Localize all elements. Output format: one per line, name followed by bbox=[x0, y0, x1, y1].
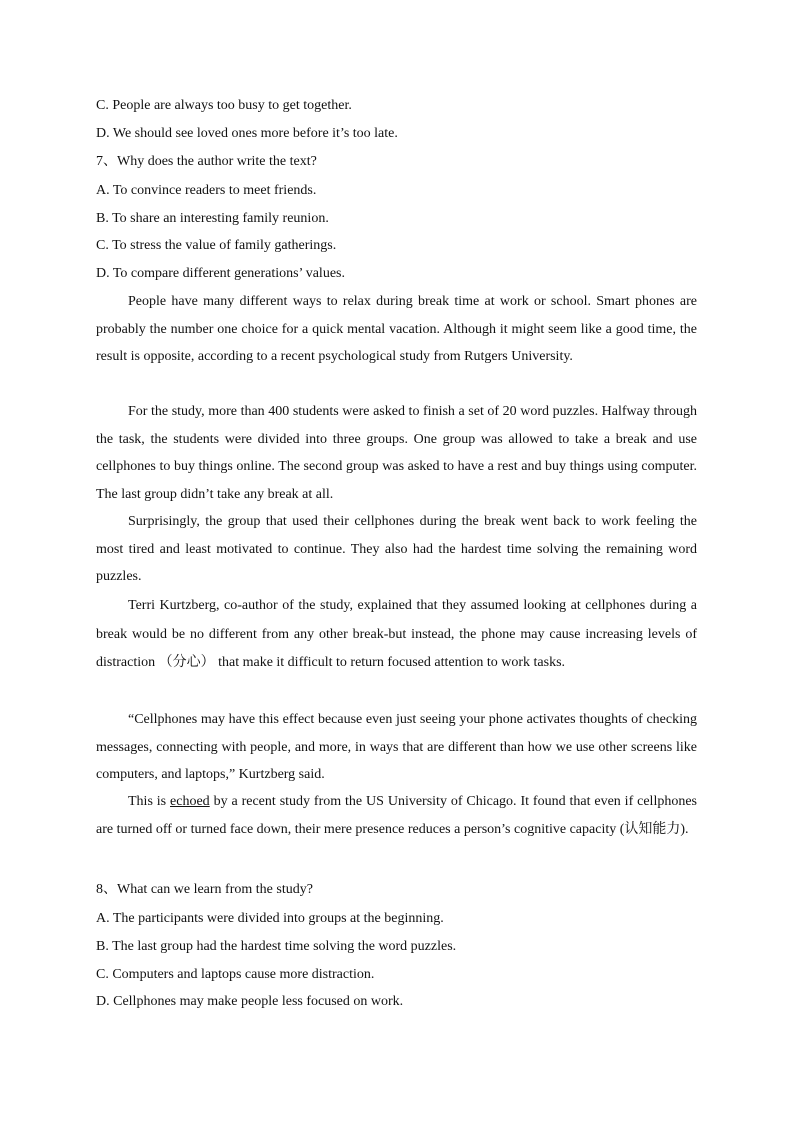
q7-question: 7、Why does the author write the text? bbox=[96, 154, 317, 169]
q8-option-b: B. The last group had the hardest time solving the word puzzles. bbox=[96, 939, 457, 954]
q8-question: 8、What can we learn from the study? bbox=[96, 882, 313, 897]
passage-paragraph-6 bbox=[96, 788, 697, 843]
passage-paragraph-4: Terri Kurtzberg, co-author of the study, explained that they assumed looking at cellphones during a break would be no different from any other break-but instead, the phone may cause increasing levels of distraction （分心） that make it difficult to return focused attention to work tasks. bbox=[96, 598, 697, 670]
passage-paragraph-5: “Cellphones may have this effect because even just seeing your phone activates thoughts of checking messages, connecting with people, and more, in ways that are different than how we use other screens like computers, and laptops,” Kurtzberg said. bbox=[96, 712, 697, 783]
q8-option-c: C. Computers and laptops cause more distraction. bbox=[96, 967, 375, 982]
passage-paragraph-1: People have many different ways to relax during break time at work or school. Smart phones are probably the number one choice for a quick mental vacation. Although it might seem like a good time, the result is opposite, according to a recent psychological study from Rutgers University. bbox=[96, 294, 697, 365]
paragraph-6-text-end: by a recent study from the US University of Chicago. It found that even if cellphones are turned off or turned face down, their mere presence reduces a person’s cognitive capacity (认知能力). bbox=[96, 794, 697, 837]
q8-option-d: D. Cellphones may make people less focused on work. bbox=[96, 994, 404, 1009]
q7-option-a: A. To convince readers to meet friends. bbox=[96, 183, 317, 198]
q7-option-d: D. To compare different generations’ values. bbox=[96, 266, 345, 281]
q6-option-d: D. We should see loved ones more before it’s too late. bbox=[96, 126, 398, 141]
passage-paragraph-2: For the study, more than 400 students were asked to finish a set of 20 word puzzles. Halfway through the task, the students were divided into three groups. One group was allowed to take a break and use cellphones to buy things online. The second group was asked to have a rest and buy things using computer. The last group didn’t take any break at all. bbox=[96, 404, 697, 502]
passage-paragraph-3: Surprisingly, the group that used their cellphones during the break went back to work feeling the most tired and least motivated to continue. They also had the hardest time solving the remaining word puzzles. bbox=[96, 514, 697, 585]
q6-option-c: C. People are always too busy to get together. bbox=[96, 98, 352, 113]
q7-option-b: B. To share an interesting family reunion. bbox=[96, 211, 329, 226]
paragraph-6-text-start: This is bbox=[128, 794, 171, 809]
underlined-word-echoed: echoed bbox=[170, 794, 210, 809]
q8-option-a: A. The participants were divided into groups at the beginning. bbox=[96, 911, 444, 926]
q7-option-c: C. To stress the value of family gatherings. bbox=[96, 238, 337, 253]
